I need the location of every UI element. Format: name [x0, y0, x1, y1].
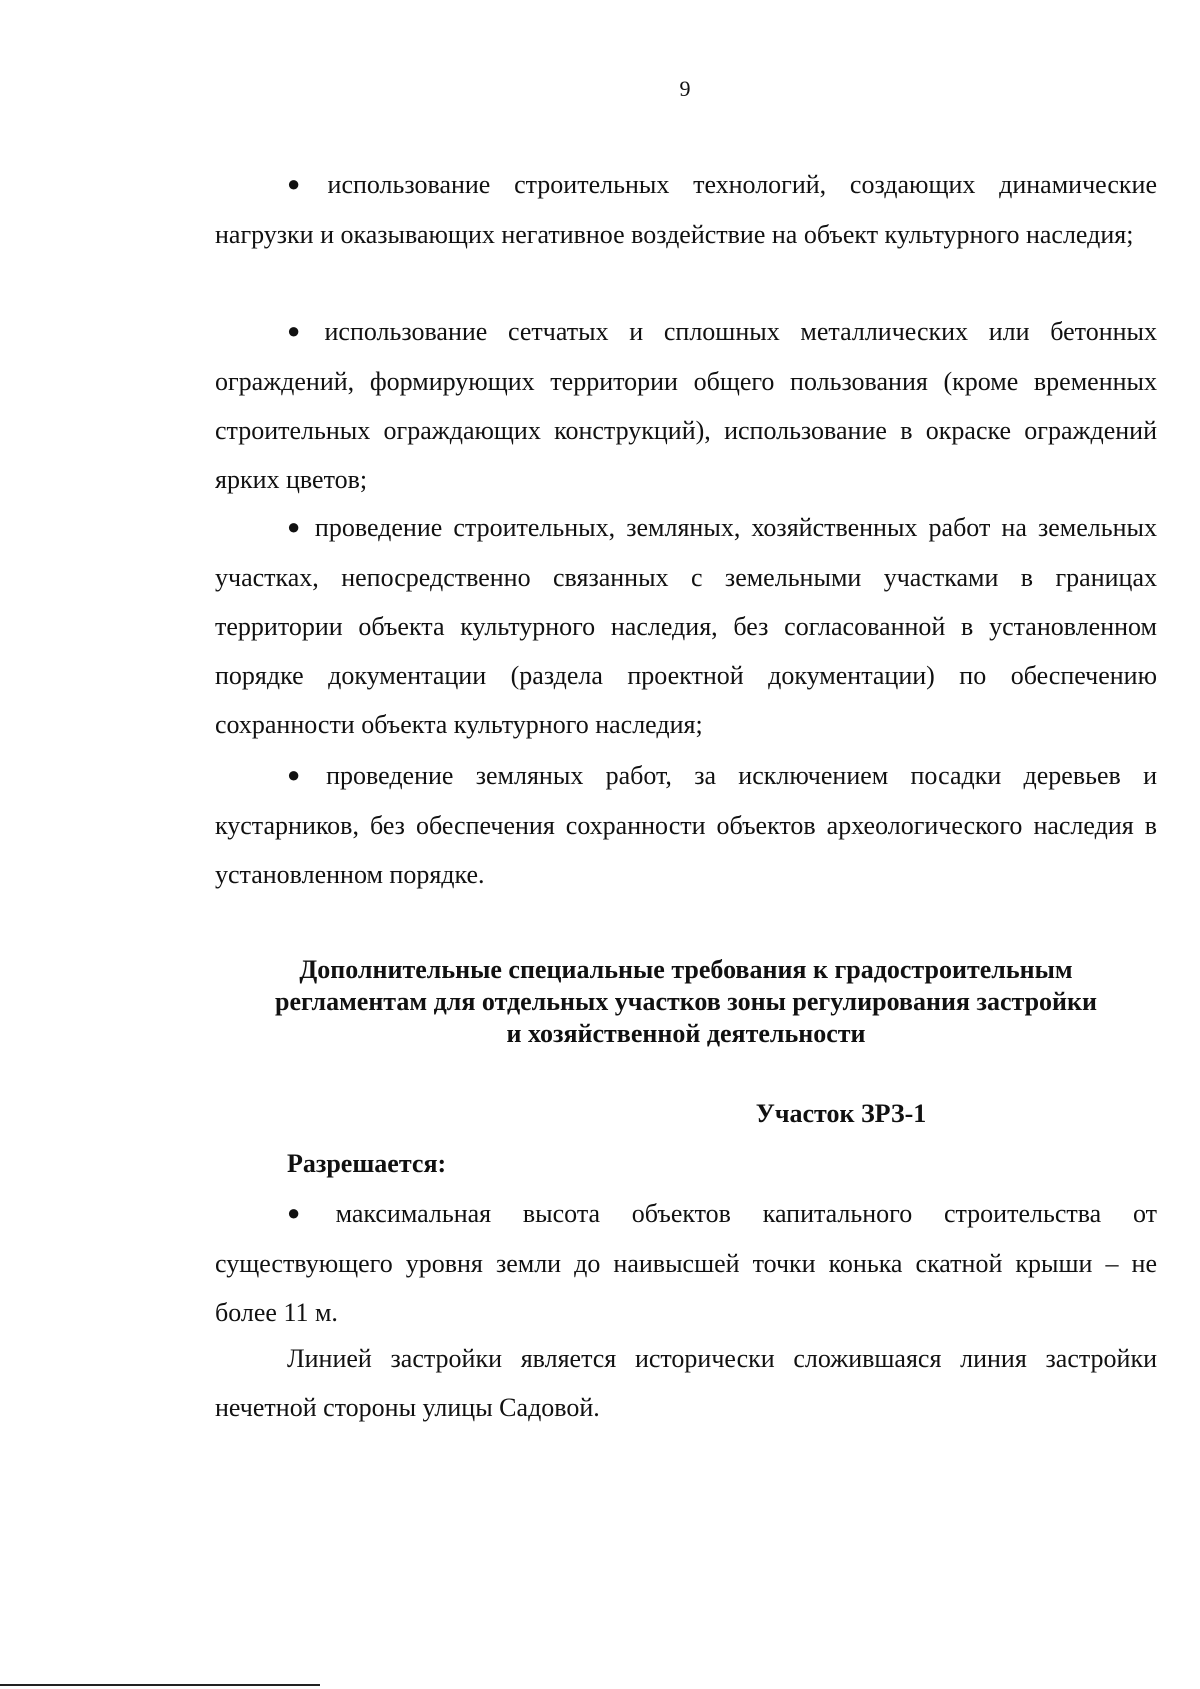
list-item [215, 307, 1157, 504]
list-item [215, 503, 1157, 749]
list-item-text: проведение строительных, земляных, хозяйственных работ на земельных участках, непосредственно связанных с земельными участками в границах территории объекта культурного наследия, без согласованной в установленном порядке документации (раздела проектной документации) по обеспечению сохранности объекта культурного наследия; [215, 513, 1158, 739]
permitted-item-text: максимальная высота объектов капитального строительства от существующего уровня земли до наивысшей точки конька скатной крыши – не более 11 м. [215, 1199, 1157, 1327]
section-heading [215, 954, 1157, 1050]
list-item-text: проведение земляных работ, за исключением посадки деревьев и кустарников, без обеспечения сохранности объектов археологического наследия в установленном порядке. [215, 761, 1157, 889]
list-item-text: использование сетчатых и сплошных металлических или бетонных ограждений, формирующих территории общего пользования (кроме временных строительных ограждающих конструкций), использование в окраске ограждений ярких цветов; [215, 317, 1158, 494]
bullet-icon: ● [287, 514, 305, 539]
page-number: 9 [679, 76, 691, 101]
section-subheading: Участок ЗРЗ-1 [755, 1099, 927, 1128]
permitted-label: Разрешается: [287, 1149, 447, 1178]
section-heading-line: и хозяйственной деятельности [506, 1019, 866, 1048]
bullet-icon: ● [287, 171, 318, 196]
list-item [215, 751, 1157, 899]
closing-paragraph: Линией застройки является исторически сложившаяся линия застройки нечетной стороны улицы Садовой. [215, 1344, 1157, 1422]
footer-rule [0, 1684, 320, 1686]
list-item [215, 160, 1157, 259]
section-heading-line: регламентам для отдельных участков зоны регулирования застройки [275, 987, 1097, 1016]
list-item-text: использование строительных технологий, создающих динамические нагрузки и оказывающих негативное воздействие на объект культурного наследия; [215, 170, 1157, 249]
permitted-item [215, 1189, 1157, 1337]
bullet-icon: ● [287, 318, 315, 343]
bullet-icon: ● [287, 762, 317, 787]
bullet-icon: ● [287, 1200, 326, 1225]
section-heading-line: Дополнительные специальные требования к градостроительным [299, 955, 1073, 984]
